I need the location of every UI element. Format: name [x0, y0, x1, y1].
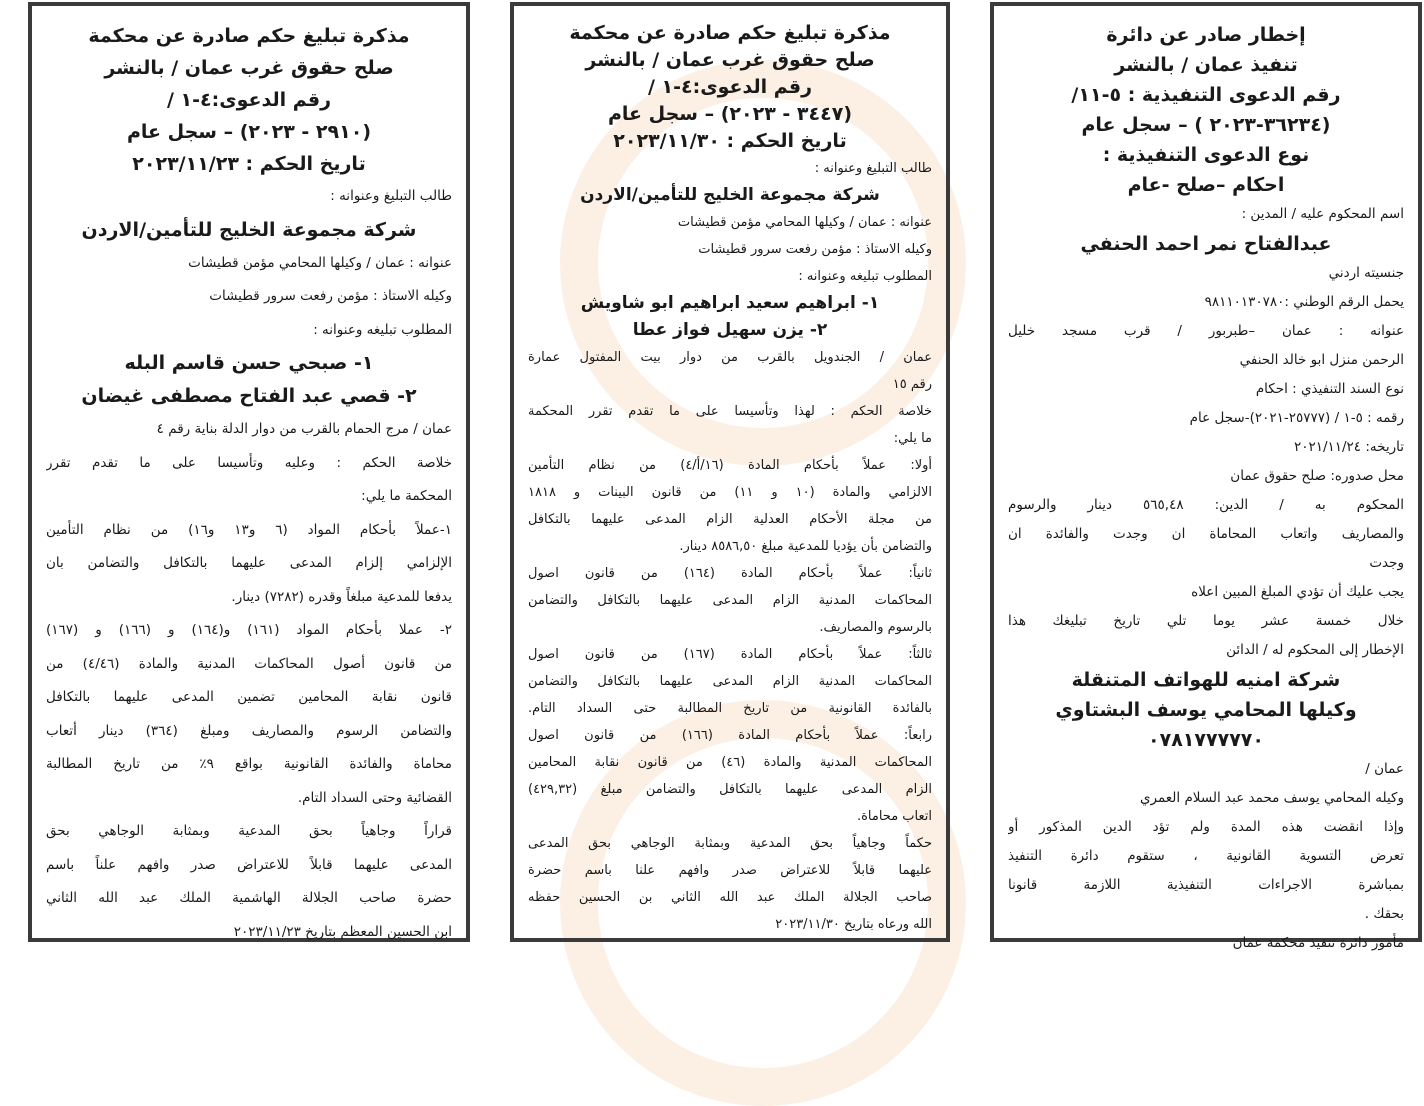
notice-middle-judgment-3447 [510, 2, 950, 942]
notice-heading-line: احكام –صلح -عام [1127, 174, 1285, 196]
notice-text-line: المحكمة ما يلي: [361, 488, 452, 504]
party-name-line: شركة مجموعة الخليج للتأمين/الاردن [81, 218, 417, 241]
notice-heading-line: إخطار صادر عن دائرة [1106, 24, 1306, 46]
notice-text-line: الالزامي والمادة (١٠ و ١١) من قانون البينات و ١٨١٨ [528, 485, 932, 500]
notice-heading-line: تنفيذ عمان / بالنشر [1114, 54, 1298, 76]
notice-text-line: جنسيته اردني [1328, 265, 1404, 281]
notice-text-line: والتضامن بأن يؤديا للمدعية مبلغ ٨٥٨٦,٥٠ دينار. [679, 539, 932, 554]
notice-text-line: حضرة صاحب الجلالة الهاشمية الملك عبد الله الثاني [46, 890, 452, 906]
notice-text-line: عنوانه : عمان / وكيلها المحامي مؤمن قطيشات [188, 254, 452, 271]
notice-text-line: محل صدوره: صلح حقوق عمان [1230, 468, 1404, 484]
notice-text-line: يدفعا للمدعية مبلغاً وقدره (٧٢٨٢) دينار. [231, 588, 452, 605]
notice-text-line: عمان / [1365, 761, 1404, 777]
notice-text-line: قراراً وجاهياً بحق المدعية وبمثابة الوجاهي بحق [46, 823, 452, 839]
notice-text-line: بحقك . [1364, 906, 1404, 922]
notice-text-line: الله ورعاه بتاريخ ٢٠٢٣/١١/٣٠ [775, 917, 932, 932]
notice-text-line: خلال خمسة عشر يوما تلي تاريخ تبليغك هذا [1008, 613, 1404, 629]
notice-text-line: طالب التبليغ وعنوانه : [814, 161, 932, 176]
notice-text-line: خلاصة الحكم : وعليه وتأسيسا على ما تقدم تقرر [46, 454, 452, 471]
notice-text-line: وكيله الاستاذ : مؤمن رفعت سرور قطيشات [698, 242, 932, 257]
notice-text-line: وكيله المحامي يوسف محمد عبد السلام العمري [1139, 790, 1404, 806]
notice-text-line: الزام المدعى عليهما بالتكافل والتضامن مبلغ (٤٢٩,٣٢) [528, 782, 932, 797]
notice-text-line: يحمل الرقم الوطني :٩٨١١٠١٣٠٧٨٠ [1204, 294, 1404, 310]
notice-text-line: خلاصة الحكم : لهذا وتأسيسا على ما تقدم تقرر المحكمة [528, 404, 932, 419]
notice-text-line: قانون نقابة المحامين تضمين المدعى عليهما بالتكافل [46, 689, 452, 705]
notice-text-line: ابن الحسين المعظم بتاريخ ٢٠٢٣/١١/٢٣ [233, 923, 452, 940]
notice-text-line: رقمه : ٥-١ / (٢٥٧٧٧-٢٠٢١)-سجل عام [1189, 410, 1404, 426]
notice-heading-line: (٣٦٢٣٤-٢٠٢٣ ) – سجل عام [1081, 114, 1331, 136]
notice-text-line: طالب التبليغ وعنوانه : [330, 188, 452, 204]
notice-text-line: بالفائدة القانونية من تاريخ المطالبة حتى السداد التام. [528, 701, 932, 716]
notice-text-line: الإلزامي إلزام المدعى عليهما بالتكافل والتضامن بان [46, 555, 452, 571]
notice-text-line: المحاكمات المدنية الزام المدعى عليهما بالتكافل والتضامن [528, 674, 932, 689]
notice-heading-line: (٢٩١٠ - ٢٠٢٣) – سجل عام [127, 121, 371, 143]
notice-text-line: يجب عليك أن تؤدي المبلغ المبين اعلاه [1191, 584, 1404, 600]
notice-heading-line: مذكرة تبليغ حكم صادرة عن محكمة [569, 22, 891, 44]
notice-text-line: رقم ١٥ [892, 377, 932, 392]
notice-text-line: الرحمن منزل ابو خالد الحنفي [1239, 352, 1404, 368]
notice-text-line: صاحب الجلالة الملك عبد الله الثاني بن الحسين حفظه [528, 890, 932, 905]
notice-text-line: بمباشرة الاجراءات التنفيذية اللازمة قانونا [1008, 877, 1404, 893]
notice-heading-line: صلح حقوق غرب عمان / بالنشر [104, 57, 394, 79]
notice-text-line: والتضامن الرسوم والمصاريف ومبلغ (٣٦٤) دينار أتعاب [46, 722, 452, 739]
party-name-line: ١- ابراهيم سعيد ابراهيم ابو شاويش [580, 293, 880, 313]
notice-text-line: من مجلة الأحكام العدلية الزام المدعى عليهما بالتكافل [528, 512, 932, 527]
notice-text-line: تعرض التسوية القانونية ، ستقوم دائرة التنفيذ [1008, 848, 1404, 864]
notice-text-line: مأمور دائرة تنفيذ محكمة عمان [1232, 935, 1404, 951]
notice-text-line: المطلوب تبليغه وعنوانه : [798, 269, 932, 284]
party-name-line: عبدالفتاح نمر احمد الحنفي [1080, 233, 1332, 255]
notice-text-line: تاريخه: ٢٠٢١/١١/٢٤ [1293, 439, 1404, 455]
notice-text-line: رابعاً: عملاً بأحكام المادة (١٦٦) من قانون اصول [528, 728, 932, 743]
notice-text-line: عنوانه : عمان / وكيلها المحامي مؤمن قطيشات [677, 215, 932, 230]
notice-text-line: القضائية وحتى السداد التام. [297, 789, 452, 806]
notice-text-line: نوع السند التنفيذي : احكام [1255, 381, 1404, 397]
party-name-line: ٢- قصي عبد الفتاح مصطفى غيضان [81, 385, 417, 407]
notice-right-execution-36234 [990, 2, 1422, 951]
party-name-line: شركة امنيه للهواتف المتنقلة [1071, 669, 1341, 691]
notice-text-line: ٢- عملا بأحكام المواد (١٦١) و(١٦٤) و (١٦٦) و (١٦٧) [46, 622, 452, 638]
notice-text-line: الإخطار إلى المحكوم له / الدائن [1226, 642, 1404, 658]
notice-text-line: من قانون أصول المحاكمات المدنية والمادة (٤/٤٦) من [46, 655, 452, 672]
notice-heading-line: تاريخ الحكم : ٢٠٢٣/١١/٢٣ [132, 153, 366, 175]
party-name-line: ١- صبحي حسن قاسم البله [124, 352, 374, 374]
notice-text-line: عمان / مرج الحمام بالقرب من دوار الدلة بناية رقم ٤ [156, 421, 452, 437]
notice-text-line: وجدت [1369, 555, 1404, 571]
notice-text-line: المحاكمات المدنية والمادة (٤٦) من قانون نقابة المحامين [528, 755, 932, 770]
notice-text-line: المدعى عليهما قابلاً للاعتراض صدر وافهم علناً باسم [46, 856, 452, 873]
notice-text-line: حكماً وجاهياً بحق المدعية وبمثابة الوجاهي بحق المدعى [528, 836, 932, 851]
notice-text-line: اتعاب محاماة. [856, 809, 932, 824]
notice-text-line: عليهما قابلاً للاعتراض صدر وافهم علنا باسم حضرة [528, 863, 932, 878]
notice-text-line: المطلوب تبليغه وعنوانه : [313, 321, 452, 338]
party-name-line: ٠٧٨١٧٧٧٧٧٠ [1148, 729, 1264, 751]
notice-heading-line: رقم الدعوى:٤-١ / [166, 89, 332, 111]
notice-heading-line: (٣٤٤٧ - ٢٠٢٣) – سجل عام [608, 103, 852, 125]
notice-text-line: عمان / الجندويل بالقرب من دوار بيت المفتول عمارة [528, 350, 932, 365]
notice-heading-line: مذكرة تبليغ حكم صادرة عن محكمة [88, 25, 410, 47]
notice-text-line: المحكوم به / الدين: ٥٦٥,٤٨ دينار والرسوم [1008, 497, 1404, 513]
notice-text-line: بالرسوم والمصاريف. [819, 620, 932, 635]
notice-heading-line: تاريخ الحكم : ٢٠٢٣/١١/٣٠ [613, 130, 847, 152]
notice-heading-line: رقم الدعوى:٤-١ / [647, 76, 813, 98]
notice-text-line: وكيله الاستاذ : مؤمن رفعت سرور قطيشات [209, 288, 452, 304]
notice-heading-line: رقم الدعوى التنفيذية : ٥-١١/ [1071, 84, 1341, 106]
notice-text-line: ثالثاً: عملاً بأحكام المادة (١٦٧) من قانون اصول [528, 647, 932, 662]
party-name-line: ٢- يزن سهيل فواز عطا [632, 320, 828, 340]
notice-text-line: ١-عملاً بأحكام المواد (٦ و١٣ و١٦) من نظام التأمين [46, 521, 452, 538]
notice-text-line: أولا: عملاً بأحكام المادة (١٦/أ/٤) من نظام التأمين [528, 458, 932, 473]
notice-text-line: محاماة والفائدة القانونية بواقع ٩٪ من تاريخ المطالبة [46, 756, 452, 772]
party-name-line: شركة مجموعة الخليج للتأمين/الاردن [580, 185, 880, 205]
notice-text-line: عنوانه : عمان –طبربور / قرب مسجد خليل [1008, 323, 1404, 339]
notice-text-line: ما يلي: [893, 431, 932, 446]
party-name-line: وكيلها المحامي يوسف البشتاوي [1055, 699, 1357, 721]
notice-text-line: المحاكمات المدنية الزام المدعى عليهما بالتكافل والتضامن [528, 593, 932, 608]
notice-text-line: اسم المحكوم عليه / المدين : [1241, 206, 1404, 222]
notice-text-line: ثانياً: عملاً بأحكام المادة (١٦٤) من قانون اصول [528, 566, 932, 581]
notice-heading-line: نوع الدعوى التنفيذية : [1102, 144, 1310, 166]
notice-text-line: والمصاريف واتعاب المحاماة ان وجدت والفائدة ان [1008, 526, 1404, 542]
notice-heading-line: صلح حقوق غرب عمان / بالنشر [585, 49, 875, 71]
notice-text-line: وإذا انقضت هذه المدة ولم تؤد الدين المذكور أو [1008, 819, 1404, 835]
notice-left-judgment-2910 [28, 2, 470, 942]
